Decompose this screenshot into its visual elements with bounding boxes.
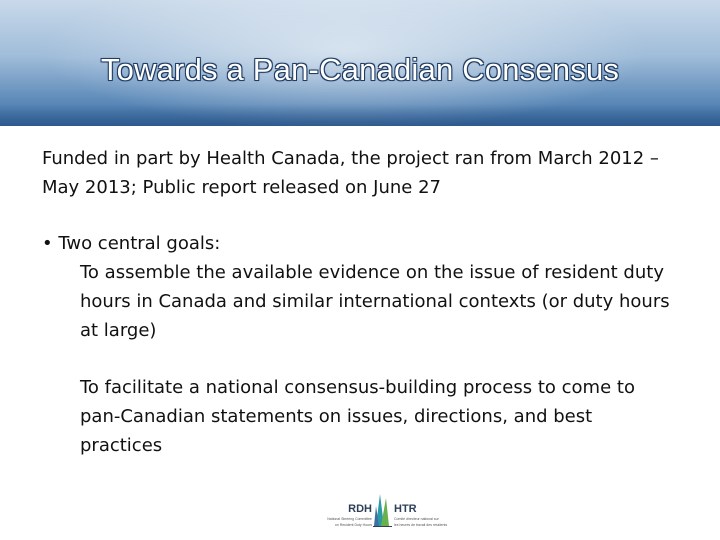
- leaf-mark-icon: [372, 490, 394, 528]
- intro-text: Funded in part by Health Canada, the project ran from March 2012 – May 2013; Public report released on June 27: [42, 148, 659, 198]
- logo-right-block: [394, 490, 446, 527]
- title-banner: [0, 0, 720, 126]
- bullet-heading: • Two central goals:: [42, 233, 221, 254]
- slide-title: Towards a Pan-Canadian Consensus: [100, 52, 620, 87]
- logo-htr-name-2: les heures de travail des résidents: [394, 523, 448, 527]
- logo-left-block: [326, 490, 372, 527]
- logo-rdh-name-1: National Steering Committee: [327, 517, 372, 521]
- goal-item-1: To assemble the available evidence on the issue of resident duty hours in Canada and similar international contexts (or duty hours at large): [80, 262, 670, 341]
- banner-shade: [0, 104, 720, 126]
- logo-rdh-abbr: RDH: [348, 503, 372, 515]
- logo-htr-name-1: Comité directeur national sur: [394, 517, 439, 521]
- slide-body: [42, 144, 682, 460]
- goal-item-2: To facilitate a national consensus-building process to come to pan-Canadian statements on issues, directions, and best practices: [80, 377, 635, 456]
- rdh-htr-logo: [326, 490, 446, 528]
- logo-rdh-name-2: on Resident Duty Hours: [334, 523, 372, 527]
- logo-htr-abbr: HTR: [394, 503, 417, 515]
